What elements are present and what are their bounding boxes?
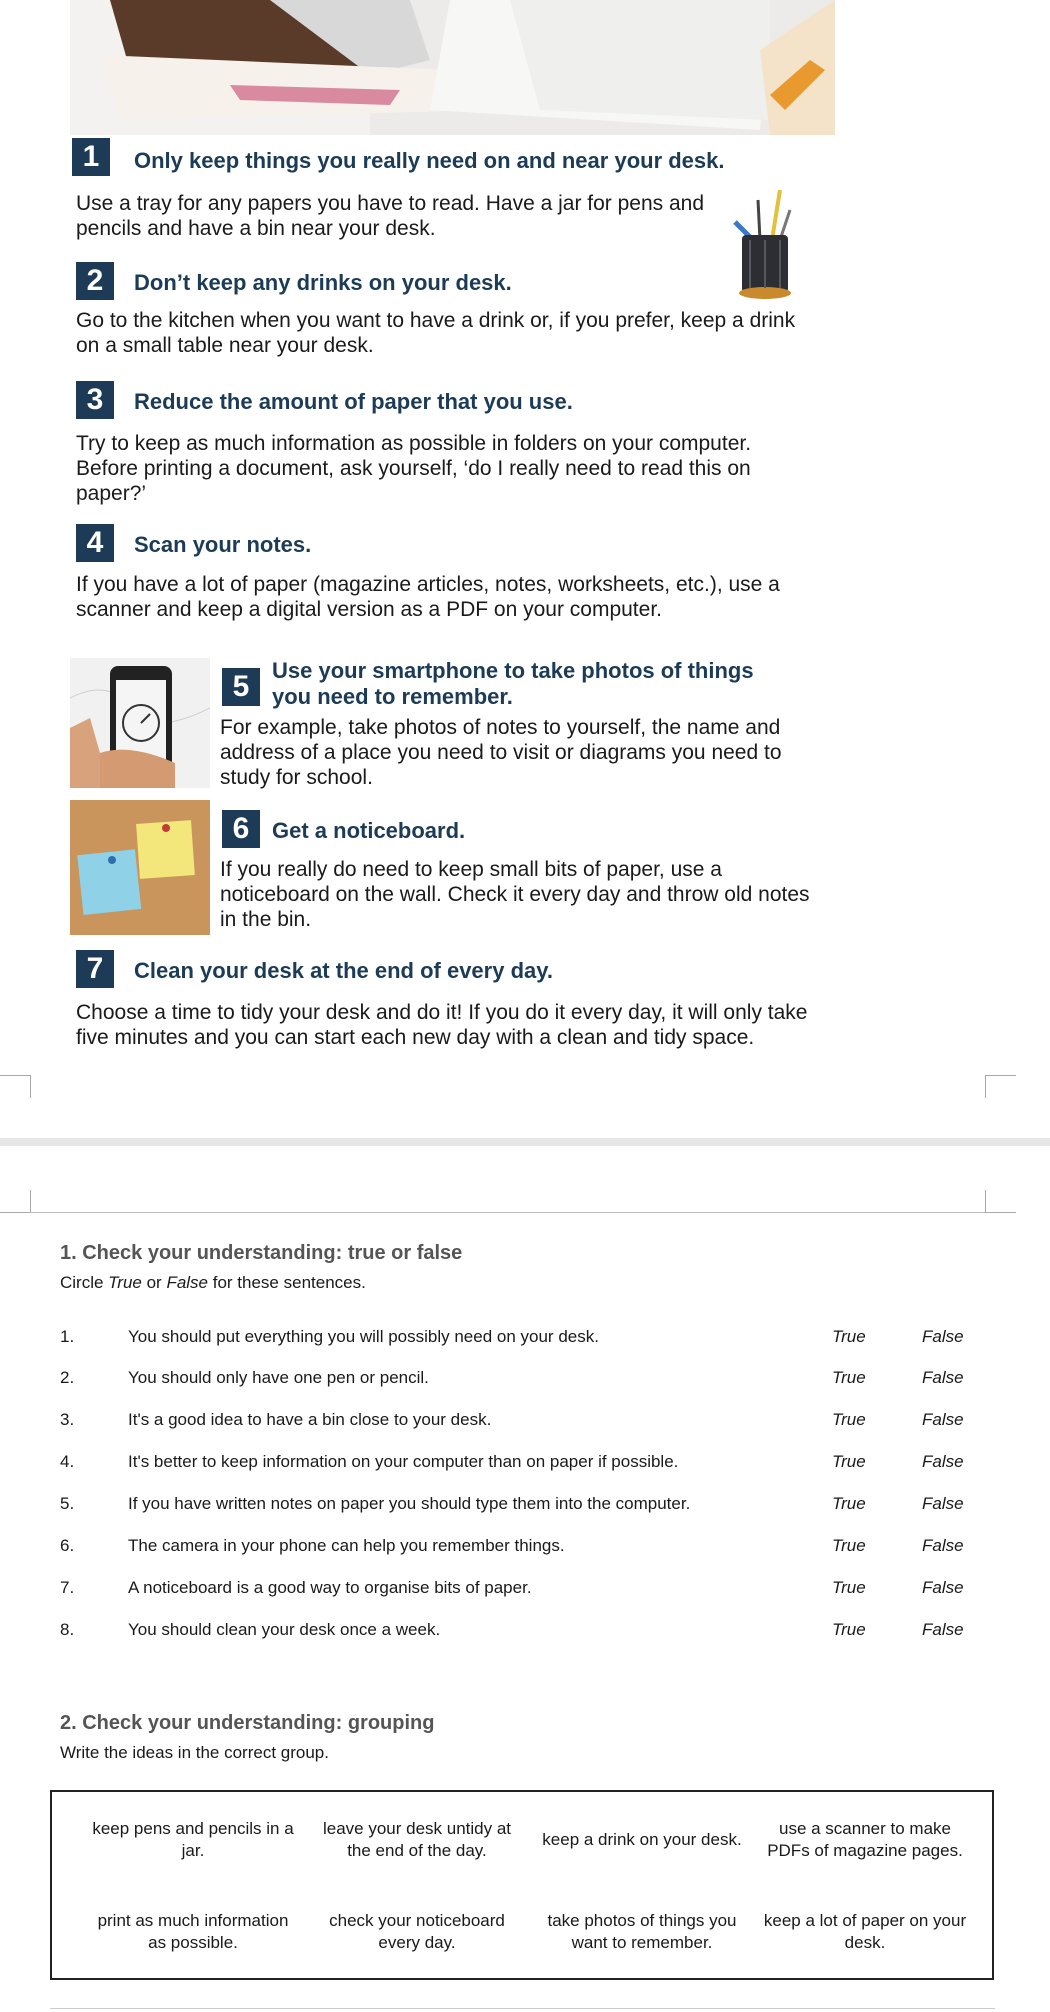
- bottom-rule: [50, 2008, 995, 2009]
- tip-number-6: 6: [222, 810, 260, 848]
- row-number: 2.: [60, 1368, 75, 1387]
- table-row: [0, 1620, 1050, 1650]
- false-option[interactable]: False: [922, 1620, 964, 1639]
- false-option[interactable]: False: [922, 1368, 964, 1387]
- section2-heading: 2. Check your understanding: grouping: [60, 1712, 435, 1734]
- table-row: [0, 1327, 1050, 1357]
- true-option[interactable]: True: [832, 1578, 866, 1597]
- false-option[interactable]: False: [922, 1410, 964, 1429]
- tip-number-2: 2: [76, 262, 114, 300]
- tip-title-3: Reduce the amount of paper that you use.: [134, 389, 573, 414]
- true-option[interactable]: True: [832, 1620, 866, 1639]
- corner-mark-bottom-left: [0, 1190, 31, 1213]
- tip-body-7: Choose a time to tidy your desk and do it! If you do it every day, it will only take five minutes and you can start each new day with a clean and tidy space.: [76, 1001, 808, 1049]
- row-number: 4.: [60, 1452, 75, 1471]
- tip-title-2: Don’t keep any drinks on your desk.: [134, 270, 512, 295]
- smartphone-photo: [70, 658, 210, 788]
- table-row: [0, 1368, 1050, 1398]
- idea-card: keep a lot of paper on your desk.: [763, 1911, 967, 1952]
- idea-card: take photos of things you want to remember.: [547, 1911, 737, 1952]
- instr-text: for these sentences.: [208, 1273, 366, 1292]
- section1-heading: 1. Check your understanding: true or false: [60, 1242, 463, 1264]
- row-number: 3.: [60, 1410, 75, 1429]
- table-row: [0, 1578, 1050, 1608]
- corner-mark-top-left: [0, 1075, 31, 1098]
- table-row: [0, 1452, 1050, 1482]
- row-number: 8.: [60, 1620, 75, 1639]
- tip-title-7: Clean your desk at the end of every day.: [134, 958, 553, 983]
- tip-number-3: 3: [76, 381, 114, 419]
- table-row: [0, 1536, 1050, 1566]
- row-statement: You should put everything you will possibly need on your desk.: [128, 1327, 599, 1346]
- page-rule: [30, 1212, 985, 1213]
- tip-number-7: 7: [76, 950, 114, 988]
- tip-title-6: Get a noticeboard.: [272, 818, 466, 843]
- false-option[interactable]: False: [922, 1536, 964, 1555]
- row-statement: It's better to keep information on your computer than on paper if possible.: [128, 1452, 679, 1471]
- idea-card: leave your desk untidy at the end of the day.: [322, 1819, 512, 1860]
- corner-mark-bottom-right: [985, 1190, 1016, 1213]
- false-option[interactable]: False: [922, 1452, 964, 1471]
- idea-card: keep pens and pencils in a jar.: [92, 1819, 294, 1860]
- tip-title-5: Use your smartphone to take photos of things you need to remember.: [272, 658, 754, 709]
- row-statement: If you have written notes on paper you should type them into the computer.: [128, 1494, 691, 1513]
- table-row: [0, 1410, 1050, 1440]
- tip-number-5: 5: [222, 668, 260, 706]
- row-number: 1.: [60, 1327, 75, 1346]
- true-option[interactable]: True: [832, 1452, 866, 1471]
- row-number: 6.: [60, 1536, 75, 1555]
- false-option[interactable]: False: [922, 1327, 964, 1346]
- ideas-grid: [50, 1790, 994, 1980]
- false-option[interactable]: False: [922, 1578, 964, 1597]
- desk-laptop-photo: [70, 0, 835, 135]
- instr-true: True: [108, 1273, 142, 1292]
- instr-false: False: [166, 1273, 209, 1292]
- true-option[interactable]: True: [832, 1327, 866, 1346]
- row-statement: You should only have one pen or pencil.: [128, 1368, 429, 1387]
- tip-body-3: Try to keep as much information as possible in folders on your computer. Before printing a document, ask yourself, ‘do I really need to read this on paper?’: [76, 432, 752, 505]
- pen-jar-icon: [720, 180, 810, 300]
- row-number: 7.: [60, 1578, 75, 1597]
- row-statement: The camera in your phone can help you remember things.: [128, 1536, 565, 1555]
- tip-body-5: For example, take photos of notes to yourself, the name and address of a place you need to visit or diagrams you need to study for school.: [220, 716, 782, 789]
- row-number: 5.: [60, 1494, 75, 1513]
- true-option[interactable]: True: [832, 1536, 866, 1555]
- idea-card: print as much information as possible.: [97, 1911, 289, 1952]
- noticeboard-photo: [70, 800, 210, 935]
- tip-number-4: 4: [76, 524, 114, 562]
- table-row: [0, 1494, 1050, 1524]
- section1-instructions: [60, 1273, 366, 1293]
- tip-body-4: If you have a lot of paper (magazine articles, notes, worksheets, etc.), use a scanner and keep a digital version as a PDF on your computer.: [76, 573, 780, 621]
- tip-body-1: Use a tray for any papers you have to read. Have a jar for pens and pencils and have a bin near your desk.: [76, 192, 705, 240]
- row-statement: It's a good idea to have a bin close to your desk.: [128, 1410, 492, 1429]
- tip-title-4: Scan your notes.: [134, 532, 312, 557]
- true-option[interactable]: True: [832, 1368, 866, 1387]
- section2-instructions: Write the ideas in the correct group.: [60, 1743, 329, 1762]
- idea-card: keep a drink on your desk.: [542, 1830, 742, 1849]
- tip-body-2: Go to the kitchen when you want to have a drink or, if you prefer, keep a drink on a small table near your desk.: [76, 309, 796, 357]
- true-option[interactable]: True: [832, 1410, 866, 1429]
- row-statement: You should clean your desk once a week.: [128, 1620, 441, 1639]
- corner-mark-top-right: [985, 1075, 1016, 1098]
- false-option[interactable]: False: [922, 1494, 964, 1513]
- idea-card: check your noticeboard every day.: [329, 1911, 505, 1952]
- tip-body-6: If you really do need to keep small bits of paper, use a noticeboard on the wall. Check it every day and throw old notes in the bin.: [220, 858, 810, 931]
- instr-text: or: [141, 1273, 167, 1292]
- row-statement: A noticeboard is a good way to organise bits of paper.: [128, 1578, 532, 1597]
- idea-card: use a scanner to make PDFs of magazine pages.: [767, 1819, 963, 1860]
- instr-text: Circle: [60, 1273, 109, 1292]
- page-divider: [0, 1138, 1050, 1146]
- tip-title-1: Only keep things you really need on and near your desk.: [134, 148, 725, 173]
- tip-number-1: 1: [72, 138, 110, 176]
- true-option[interactable]: True: [832, 1494, 866, 1513]
